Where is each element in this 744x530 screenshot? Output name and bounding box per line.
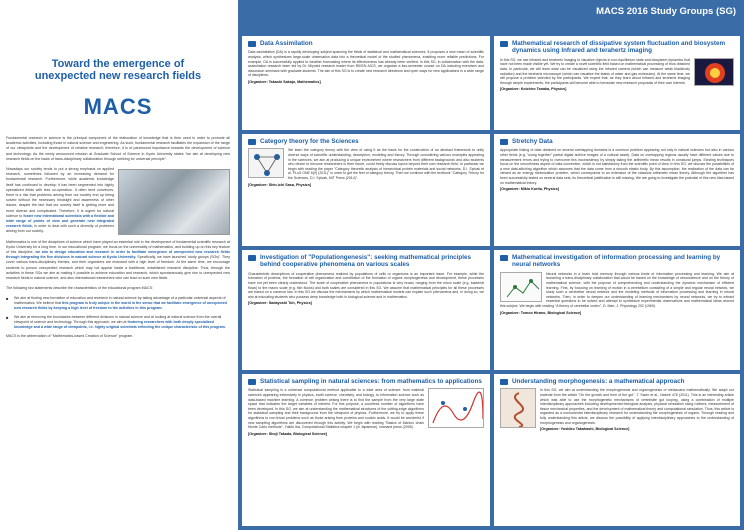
panel-title: Understanding morphogenesis: a mathematical approach xyxy=(500,378,734,385)
panel-organizer: [Organizer: Sadayoshi Toh, Physics] xyxy=(248,301,312,306)
panel-statistical-sampling xyxy=(242,374,490,526)
math-text: Mathematics is one of the disciplines of science which have played an essential role in the development of fundamental scientific research at Kyoto University for a long time. In our educational program, we focus on the universality of mathematics, and building up on this key feature of this discipline, xyxy=(6,239,230,255)
thermal-image xyxy=(694,58,734,86)
math-paragraph xyxy=(6,240,230,282)
panel-morphogenesis xyxy=(494,374,740,526)
math-emphasis: we aim to design education and research in order to facilitate emergence of unexpected new research fields through integrating the five divisions in natural science at Kyoto University. xyxy=(6,250,231,260)
panel-organizer: [Organizer: Koichiro Tanaka, Physics] xyxy=(500,87,567,92)
gut-looping-image xyxy=(500,388,536,428)
panel-dissipative-system xyxy=(494,36,740,130)
math-text-end: Specifically, we have launched 'study groups (SGs)'. They cover various trans-disciplinary themes, and their organizers are endowed with a high level of freedom. At the same time, we encourage students to pursue unexpected research which may not appear inside a traditional, established research discipline. Thus, through the activities in these SGs we aim at making it possible to achieve education and research, which spontaneously give rise to unexpected new research fields in natural science, and also international researchers who can lead on such new fields. xyxy=(6,255,230,281)
panel-organizer: [Organizer: Tomoo Hirano, Biological Science] xyxy=(500,310,582,315)
panel-organizer: [Organizer: Takashi Sakajo, Mathematics] xyxy=(248,79,321,84)
abbreviation-note: MACS is the abbreviation of "Mathematics-based Creation of Science" program. xyxy=(6,334,134,339)
statement-2-text: We aim at removing the boundaries between different divisions in natural science and at looking at natural science from the overall viewpoint of science and technology. Through this approach, we aim at xyxy=(14,315,222,325)
study-groups-area xyxy=(238,0,744,530)
panel-title: Statistical sampling in natural sciences: from mathematics to applications xyxy=(248,378,484,385)
panel-text: Data assimilation (DA) is a rapidly developing subject spanning the fields of statistical and mathematical sciences. It proposes a new mean of scientific analysis, which synthesizes large-scale observation data into a theoretical model of the studied phenomena, enabling more reliable predictions. For example, DA is successfully applied to weather forecasting where its effectiveness has already been verified. In this SG, in collaboration with the data-assimilation research team led by Dr. Miyoshi research leader from RIKEN AICS, we organize a two-semester course on DA including exercises and discussion seminars with graduate students. The aim of this SG is to create new research directions and open ways for new applications in a wide range of disciplines. xyxy=(248,50,484,78)
statements-intro: The following two statements describe the characteristics of the educational program MACS: xyxy=(6,286,154,291)
macs-heading: MACS xyxy=(83,94,153,119)
panel-organizer: [Organizer: Shoji Takada, Biological Science] xyxy=(248,431,328,436)
society-paragraph xyxy=(6,167,230,235)
panel-title: Category theory for the Sciences xyxy=(248,138,484,145)
neuron-image xyxy=(500,272,542,302)
panel-category-theory xyxy=(242,134,490,246)
panel-data-assimilation xyxy=(242,36,490,130)
lab-photo xyxy=(118,169,230,235)
sampling-diagram xyxy=(428,388,484,428)
intro-paragraph: Fundamental research in science is the principal component of the elaboration of knowledge that is then used in order to promote all academic activities, including those in natural science and engineering. As such, fundamental research facilitates the expansion of the range of our viewpoints and the development of creative research; therefore, it is of paramount importance towards the development of science and technology. As the newly announced mission at Graduate School of Science in Kyoto University states "we aim at developing new research fields on the basis of trans-disciplinary collaboration through seeking for universal principle". xyxy=(6,136,230,161)
statement-1 xyxy=(6,296,230,311)
title-line-2: unexpected new research fields xyxy=(34,70,202,82)
society-text: Nowadays our society tends to put a strong emphasis on applied research, sometimes followed by an increasing demand for fundamental research. Furthermore, while academic knowledge itself has continued to develop it has been segmented into highly specialized fields with less co-operation. It often tend convinces, there is a risk that problems arising from our society end up being solved without the necessary hindsight and awareness of other issues, despite the fact that our society itself is getting more and more diverse and complicated. Therefore, it is urgent for natural science to xyxy=(6,167,114,218)
panel-text: Appropriate linking of data obtained on several overlapping domains is a common problem appearing not only in natural sciences but also in various other fields (e.g. "using together" partial digital archive images of a cultural asset). Data on overlapping regions usually have different values due to measurement errors and trying to overcome this inconsistency by simply taking the arithmetic mean results in unnatural jumps. Existing techniques focus on the smoothness aspect of data connection, which is not satisfactory from the scientific point of view. In this SG, we discuss the possibilities of a new data-stitching algorithm which assumes that the data come from a smooth elastic body. By this assumption, the realization of the data can be viewed as an energy minimization problem, which corresponds to an extension of the classical arithmetic mean theory. Although the algorithm has been successfully tested on several data sets, its theoretical justification is still missing. We are going to investigate the potential of this new idea based on mathematical theory. xyxy=(500,148,734,185)
category-diagram xyxy=(248,148,284,178)
panel-text: In this SG, we use infrared and terahertz imaging to visualize objects in non-equilibrium state and biosystem dynamics that have not been made visible yet. We try to create a novel scientific field based on mathematical processing of thus obtained data. In particular, we will learn what can be visualized using the infrared camera (which can measure weak blackbody radiation) and the terahertz microscope (which can visualize the states of water and gas molecules). At the same time, we will propose a problem selected by the participants. We expect that, as they learn about infrared and terahertz imaging through simple experiments, the participants will become able to formulate new research proposals of their own interest. xyxy=(500,57,690,85)
panel-title: Stretchy Data xyxy=(500,138,734,145)
statement-2-emphasis: fostering researchers with both deeply specialized knowledge and a wide range of viewpoints, i.e. highly original scientists reflecting the unique characteristic of this program. xyxy=(14,320,226,330)
poster-title xyxy=(6,58,230,82)
panel-title: Mathematical research of dissipative system fluctuation and biosystem dynamics using Infrared and terahertz imaging xyxy=(500,40,734,55)
statement-1-text: We aim at finding new formation of education and research in natural science by taking advantage of a particular universal aspects of mathematics. We believe that xyxy=(14,296,226,306)
panel-title: Data Assimilation xyxy=(248,40,484,47)
panel-title: Investigation of "Populationgenesis": seeking mathematical principles behind cooperative phenomena on various scales xyxy=(248,254,484,269)
panel-text: Characteristic descriptions of cooperative phenomena realized by populations of cells or organisms is an important issue. For example, while the formation of proteins, the formation of cell organization and constitution of the formation of organs morphogenesis and development, these processes have not yet been clearly understood. The scale of cooperative phenomena in populations is very broad, ranging from the micro scale (e.g. bacterial flows) to the macro scale (e.g. fish flocks) and both scales are considered in this SG. We assume that mathematical principles for all these processes are based on a common law. In this SG we discuss the mechanisms by which mathematical models can explain such phenomena and, in doing so, we aim at educating students who possess deep knowledge both in biological science and in mathematics. xyxy=(248,271,484,299)
society-emphasis: foster new international scientists with a flexible and wide range of points of view and generate new integrated research fields, xyxy=(6,213,114,229)
panel-text: We learn the category theory with the view of using it as the basis for the construction of an abstract framework to unify diverse ways of scientific understanding, description, modeling and theory. Through considering various examples appearing in the sciences, we aim at producing a unique environment where researchers from different backgrounds and also students who desire to become researchers in their future, could freely discuss topics beyond their own research field. In particular we begin with reading the paper "Category theoretic analysis of hierarchical protein materials and social networks, D.I. Spivak et al. PLoS ONE 6(9) (2011)" in order to get the feel of category theory. Then we continue with the textbook "Category Theory for the Sciences, D.I. Spivak, MIT Press (2014)". xyxy=(288,148,484,180)
panel-text: Statistical sampling is a universal computational method applicable to a wide area of science: from material sciences appearing extensively in physics, earth science, chemistry, and biology, to information science such as data-based machine learning. A common problem arising there is to find the sample from the very large state space that indicates the target variables of interest. For this purpose, a countless number of algorithms have been developed. In this SG, we aim at understanding the mathematical structures of the cutting-edge algorithms for statistical sampling and their background from the viewpoint of physics. Furthermore, we try to apply these algorithms to non-trivial problems such as those arising from proteins and nucleic acids. It would be wonderful if new sampling algorithms are discovered through this activity. We begin with reading "Basics of Markov chain Monte Carlo methods", Yukito Iba, Computational Statistics chapter 1 (in Japanese), Iwanami press (2005). xyxy=(248,388,424,430)
statement-1-emphasis: this program is truly unique in the world in the sense that we facilitate emergence of unexpected new research fields by keeping a high level of freedom to the activities in this program. xyxy=(14,301,227,311)
panel-title: Mathematical investigation of information processing and learning by neural networks xyxy=(500,254,734,269)
panel-text: In this SG, we aim at understanding the morphogenesis and organogenesis of metazoans mathematically. We adopt our material from the article "On the growth and form of the gut", T. Savin et al., Nature 476 (2011). This is an interesting article which was able to use the morphogenetic mechanisms of vertebrate gut looping, using a combination of multiple interdisciplinary approaches including developmental biological analysis, physical simulation using rubbers, measurement of tissue mechanical properties, and the development of mathematical theory and computational simulation. Thus, this article is regarded as a monumental interdisciplinary research for understanding the morphogenesis of organs. Through reading and fully understanding this article, we discuss the possibility of applying interdisciplinary approaches to the understanding of morphogenesis and organogenesis. xyxy=(540,388,734,425)
statement-2 xyxy=(6,315,230,330)
panel-organizer: [Organizer: Yoshiko Takahashi, Biological Science] xyxy=(540,427,630,432)
panel-organizer: [Organizer: Shin-ichi Sasa, Physics] xyxy=(248,182,312,187)
panel-text: Neural networks in a brain hold memory through various kinds of information processing and learning. We aim at launching a trans-disciplinary collaboration that would be based on the knowledge of neuroscience and on the theory of mathematical science, with the purpose of comprehending and understanding the dynamic mechanism of efficient learning. First, by focusing on learning of motion in a cerebellum consisting of a simple and regular neural network, we study such a cerebellar neural network and the modeling methods of information processing and learning in neural networks. Then, in order to deepen our understanding of learning mechanisms by neural networks, we try to extract essential questions to be solved and attempt to synthesize experimental observations and mathematical ideas around this subject. We begin with reading "A theory of cerebellar cortex", D. Marr, J. Physiology 202 (1969). xyxy=(500,271,734,308)
study-groups-header: MACS 2016 Study Groups (SG) xyxy=(596,6,736,17)
left-column xyxy=(0,0,238,530)
society-text-end: in order to deal with such a diversity of problems arising from our society. xyxy=(6,224,115,234)
panel-organizer: [Organizer: Mikio Kurita, Physics] xyxy=(500,187,560,192)
panel-neural-networks xyxy=(494,250,740,370)
panel-populationgenesis xyxy=(242,250,490,370)
title-line-1: Toward the emergence of xyxy=(51,58,185,70)
panel-stretchy-data xyxy=(494,134,740,246)
